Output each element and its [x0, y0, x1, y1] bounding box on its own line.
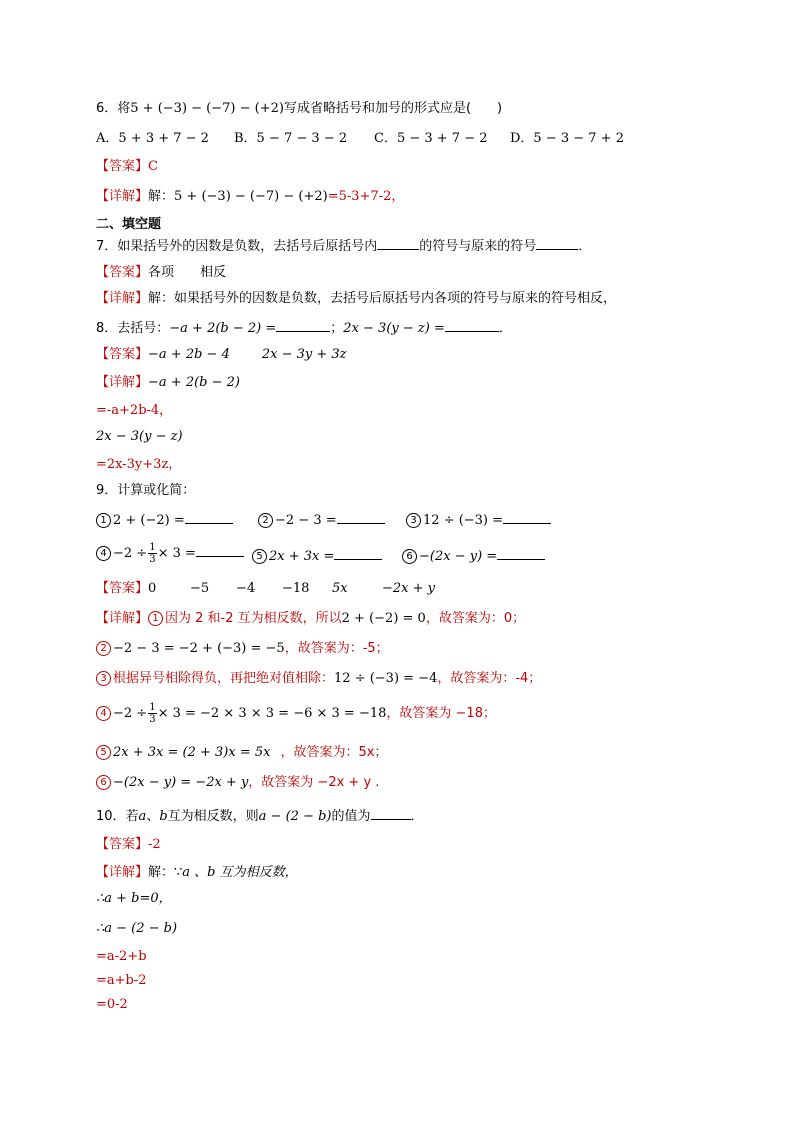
q9-detail-3-expr: 12 ÷ (−3) = −4	[334, 671, 438, 686]
q10-stem-a: 10．若	[96, 809, 139, 824]
q9-item-1-expr: 2 + (−2) =	[113, 513, 185, 528]
q9-detail-5-expr: 2x + 3x = (2 + 3)x = 5x	[113, 745, 271, 760]
q7-stem-a: 7．如果括号外的因数是负数，去括号后原括号内	[96, 239, 378, 254]
q9-detail-1-text-a: 因为 2 和-2 互为相反数，所以	[165, 611, 342, 626]
q9-blank-6[interactable]	[497, 546, 545, 560]
q9-detail-3-text-a: 根据异号相除得负，再把绝对值相除：	[113, 671, 335, 686]
q9-detail-4	[96, 702, 496, 728]
circled-number-icon: 4	[96, 706, 111, 721]
q10-detail-2	[96, 890, 172, 908]
q10-expr: a − (2 − b)	[258, 809, 332, 824]
q7-answer-2: 相反	[200, 265, 227, 280]
q9-detail-3	[96, 670, 541, 688]
q7-answer-1: 各项	[148, 265, 175, 280]
q9-item-3	[406, 510, 551, 530]
q8-blank-1[interactable]	[276, 318, 330, 332]
q9-detail-6-expr: −(2x − y) = −2x + y	[113, 775, 249, 790]
q6-option-b: B．5 − 7 − 3 − 2	[234, 131, 348, 146]
q10-detail-1-a: 解：∵	[148, 865, 183, 880]
q9-detail-2-text-b: ，故答案为：-5；	[284, 641, 389, 656]
q8-stem	[96, 318, 512, 338]
q9-row-2	[96, 542, 716, 568]
q8-blank-2[interactable]	[445, 318, 499, 332]
q8-answer-1: −a + 2b − 4	[148, 347, 230, 362]
q9-answer-1: 0	[148, 581, 157, 596]
q9-answer-2: −5	[190, 581, 210, 596]
q9-detail-6-text-b: ，故答案为 −2x + y .	[248, 775, 380, 790]
q8-detail	[96, 374, 240, 392]
q7-answer	[96, 264, 226, 282]
q9-answer	[96, 580, 696, 598]
q8-expr-2: 2x − 3(y − z) =	[343, 321, 445, 336]
fraction-denominator: 3	[149, 554, 156, 565]
q9-detail-5-text-b: ，故答案为：5x；	[280, 745, 388, 760]
q7-blank-2[interactable]	[536, 236, 578, 250]
q6-stem-prefix: 6．将	[96, 101, 131, 116]
q10-detail-2-text: ∴a + b=0，	[96, 891, 172, 906]
circled-number-icon: 6	[96, 775, 111, 790]
section-title: 二、填空题	[96, 217, 162, 232]
fraction-numerator: 1	[149, 702, 156, 713]
q9-stem: 9．计算或化简：	[96, 483, 196, 498]
q6-stem-expr: 5 + (−3) − (−7) − (+2)	[130, 101, 284, 116]
circled-number-icon: 2	[258, 513, 273, 528]
q9-blank-4[interactable]	[196, 543, 244, 557]
q6-option-c: C．5 − 3 + 7 − 2	[374, 131, 488, 146]
q7-detail	[96, 290, 616, 308]
q8-expr-1: −a + 2(b − 2) =	[169, 321, 277, 336]
q9-blank-1[interactable]	[185, 510, 233, 524]
q9-detail-4-expr-pre: −2 ÷	[113, 706, 148, 721]
q8-detail-line1: −a + 2(b − 2)	[148, 375, 240, 390]
answer-label: 【答案】	[96, 581, 149, 596]
q8-stem-a: 8．去括号：	[96, 321, 170, 336]
circled-number-icon: 2	[96, 641, 111, 656]
answer-label: 【答案】	[96, 159, 149, 174]
q9-item-5	[252, 546, 382, 566]
q9-item-6	[402, 546, 545, 566]
q8-sep: ；	[330, 321, 344, 336]
q7-stem-c: ．	[578, 239, 592, 254]
q9-blank-2[interactable]	[337, 510, 385, 524]
q10-stem-c: 互为相反数，则	[167, 809, 259, 824]
q10-stem-b: 、	[146, 809, 160, 824]
q9-detail-4-text-b: ，故答案为 −18；	[386, 706, 496, 721]
q10-detail-3	[96, 920, 177, 938]
answer-label: 【答案】	[96, 837, 149, 852]
q9-item-2-expr: −2 − 3 =	[275, 513, 337, 528]
q10-detail-1-b: a 、b 互为相反数，	[182, 865, 298, 880]
q10-stem-e: ．	[410, 809, 424, 824]
q8-detail-line3-text: 2x − 3(y − z)	[96, 429, 183, 444]
q7-blank-1[interactable]	[377, 236, 419, 250]
q6-detail	[96, 188, 404, 206]
answer-label: 【答案】	[96, 265, 149, 280]
q9-answer-6-text: −2x + y	[382, 581, 435, 596]
q10-var-b: b	[159, 809, 168, 824]
fraction-denominator: 3	[149, 714, 156, 725]
q10-answer	[96, 836, 161, 854]
q6-stem-suffix: 写成省略括号和加号的形式应是( )	[283, 101, 503, 116]
detail-label: 【详解】	[96, 189, 149, 204]
q10-stem	[96, 806, 424, 826]
q10-detail-3-text: ∴a − (2 − b)	[96, 921, 178, 936]
q9-detail-6	[96, 774, 379, 792]
q7-stem	[96, 236, 591, 256]
detail-label: 【详解】	[96, 865, 149, 880]
q9-answer-5	[332, 580, 348, 598]
detail-label: 【详解】	[96, 291, 149, 306]
circled-number-icon: 1	[148, 611, 163, 626]
circled-number-icon: 5	[96, 745, 111, 760]
q8-detail-line3	[96, 428, 183, 446]
q8-answer-2: 2x − 3y + 3z	[261, 347, 347, 362]
q8-end: ．	[498, 321, 512, 336]
q9-answer-3: −4	[236, 581, 256, 596]
circled-number-icon: 3	[406, 513, 421, 528]
q9-item-1	[96, 510, 233, 530]
q6-answer-value: C	[148, 159, 158, 174]
q6-option-a: A．5 + 3 + 7 − 2	[96, 131, 209, 146]
q10-stem-d: 的值为	[331, 809, 371, 824]
q10-detail-5: =a+b-2	[96, 973, 147, 988]
q9-answer-4: −18	[282, 581, 310, 596]
q6-detail-expr: 5 + (−3) − (−7) − (+2)	[174, 189, 328, 204]
q9-detail-2	[96, 640, 389, 658]
q9-detail-1-expr: 2 + (−2) = 0	[341, 611, 426, 626]
detail-label: 【详解】	[96, 611, 149, 626]
q9-answer-6	[382, 580, 435, 598]
circled-number-icon: 6	[402, 549, 417, 564]
q8-detail-line2: =-a+2b-4，	[96, 403, 173, 418]
q6-detail-result: =5-3+7-2，	[327, 189, 405, 204]
q9-blank-5[interactable]	[334, 546, 382, 560]
q10-answer-value: -2	[148, 837, 161, 852]
q9-item-2	[258, 510, 385, 530]
q8-detail-line4: =2x-3y+3z，	[96, 457, 182, 472]
circled-number-icon: 5	[252, 549, 267, 564]
circled-number-icon: 3	[96, 671, 111, 686]
q9-item-4-expr-pre: −2 ÷	[113, 546, 148, 561]
detail-label: 【详解】	[96, 375, 149, 390]
q9-answer-5-text: 5x	[332, 581, 348, 596]
q9-answer-label-wrap	[96, 580, 156, 598]
fraction-numerator: 1	[149, 542, 156, 553]
q9-row-1	[96, 510, 716, 528]
fraction	[148, 702, 156, 725]
circled-number-icon: 4	[96, 546, 111, 561]
circled-number-icon: 1	[96, 513, 111, 528]
q10-var-a: a	[138, 809, 147, 824]
q9-blank-3[interactable]	[503, 510, 551, 524]
q9-item-3-expr: 12 ÷ (−3) =	[423, 513, 504, 528]
q10-blank[interactable]	[371, 806, 411, 820]
q6-option-d: D．5 − 3 − 7 + 2	[510, 131, 624, 146]
q8-answer	[96, 346, 347, 364]
q6-stem	[96, 100, 502, 118]
q9-item-6-expr: −(2x − y) =	[419, 549, 498, 564]
q9-detail-4-expr: × 3 = −2 × 3 × 3 = −6 × 3 = −18	[157, 706, 387, 721]
q10-detail-1	[96, 864, 298, 882]
q6-answer	[96, 158, 158, 176]
q9-item-4-expr-post: × 3 =	[157, 546, 196, 561]
q9-item-4	[96, 542, 244, 565]
q9-item-5-expr: 2x + 3x =	[269, 549, 335, 564]
q7-stem-b: 的符号与原来的符号	[419, 239, 537, 254]
q9-detail-1-text-b: ，故答案为：0；	[425, 611, 526, 626]
q9-detail-2-expr: −2 − 3 = −2 + (−3) = −5	[113, 641, 285, 656]
q9-detail-3-text-b: ，故答案为：-4；	[437, 671, 542, 686]
q9-detail-1	[96, 610, 525, 628]
answer-label: 【答案】	[96, 347, 149, 362]
q10-detail-4: =a-2+b	[96, 949, 147, 964]
q10-detail-6: =0-2	[96, 997, 128, 1012]
q9-detail-5	[96, 744, 387, 762]
q7-detail-text: 解：如果括号外的因数是负数，去括号后原括号内各项的符号与原来的符号相反，	[148, 291, 617, 306]
fraction	[148, 542, 156, 565]
q6-detail-prefix: 解：	[148, 189, 175, 204]
q6-options	[96, 130, 696, 148]
